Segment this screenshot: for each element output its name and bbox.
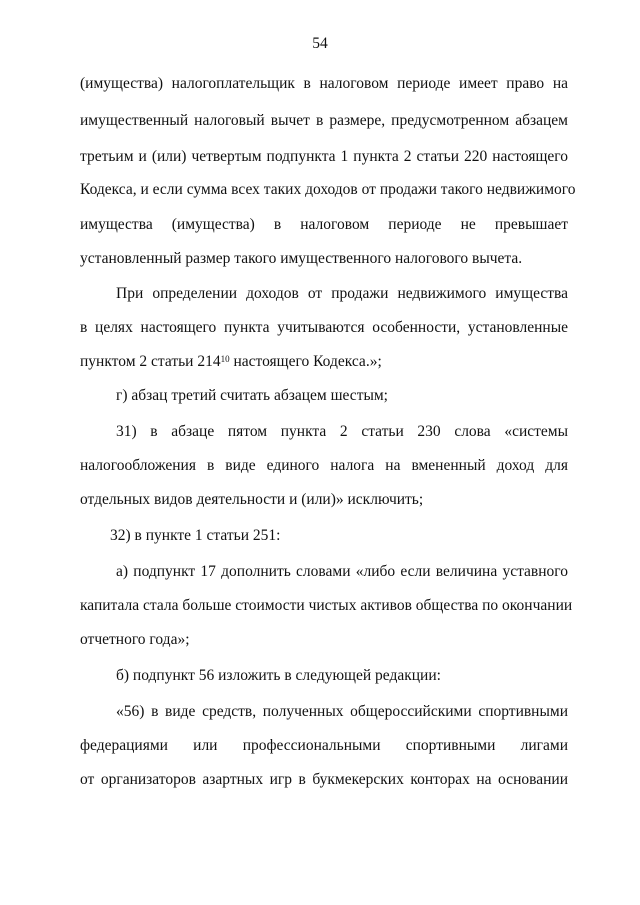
paragraph-first-line: «56) в виде средств, полученных общероссийскими спортивными [116,703,568,720]
text-line: отдельных видов деятельности и (или)» исключить; [80,491,424,508]
text-line: третьим и (или) четвертым подпункта 1 пункта 2 статьи 220 настоящего [80,148,568,165]
text-segment: пунктом 2 статьи 214 [80,353,221,370]
paragraph-first-line: г) абзац третий считать абзацем шестым; [116,387,388,404]
text-line: Кодекса, и если сумма всех таких доходов от продажи такого недвижимого [80,181,576,198]
text-line: имущества (имущества) в налоговом периоде не превышает [80,216,568,233]
text-line: (имущества) налогоплательщик в налоговом периоде имеет право на [80,75,568,92]
paragraph-first-line: 31) в абзаце пятом пункта 2 статьи 230 слова «системы [116,423,568,440]
paragraph-first-line: б) подпункт 56 изложить в следующей редакции: [116,667,441,684]
text-line: федерациями или профессиональными спортивными лигами [80,737,568,754]
text-line-with-superscript [80,352,568,372]
text-segment: настоящего Кодекса.»; [229,353,382,370]
text-line: капитала стала больше стоимости чистых активов общества по окончании [80,597,573,614]
text-line: налогообложения в виде единого налога на вмененный доход для [80,457,568,474]
paragraph-first-line: 32) в пункте 1 статьи 251: [110,527,281,544]
paragraph-first-line: При определении доходов от продажи недвижимого имущества [116,285,568,302]
text-line: от организаторов азартных игр в букмекерских конторах на основании [80,771,568,788]
text-line: отчетного года»; [80,631,190,648]
text-line: установленный размер такого имущественного налогового вычета. [80,250,523,267]
superscript: 10 [220,354,230,364]
text-line: в целях настоящего пункта учитываются особенности, установленные [80,319,568,336]
paragraph-first-line: а) подпункт 17 дополнить словами «либо если величина уставного [116,563,568,580]
text-line: имущественный налоговый вычет в размере, предусмотренном абзацем [80,112,568,129]
page-number: 54 [312,35,328,52]
